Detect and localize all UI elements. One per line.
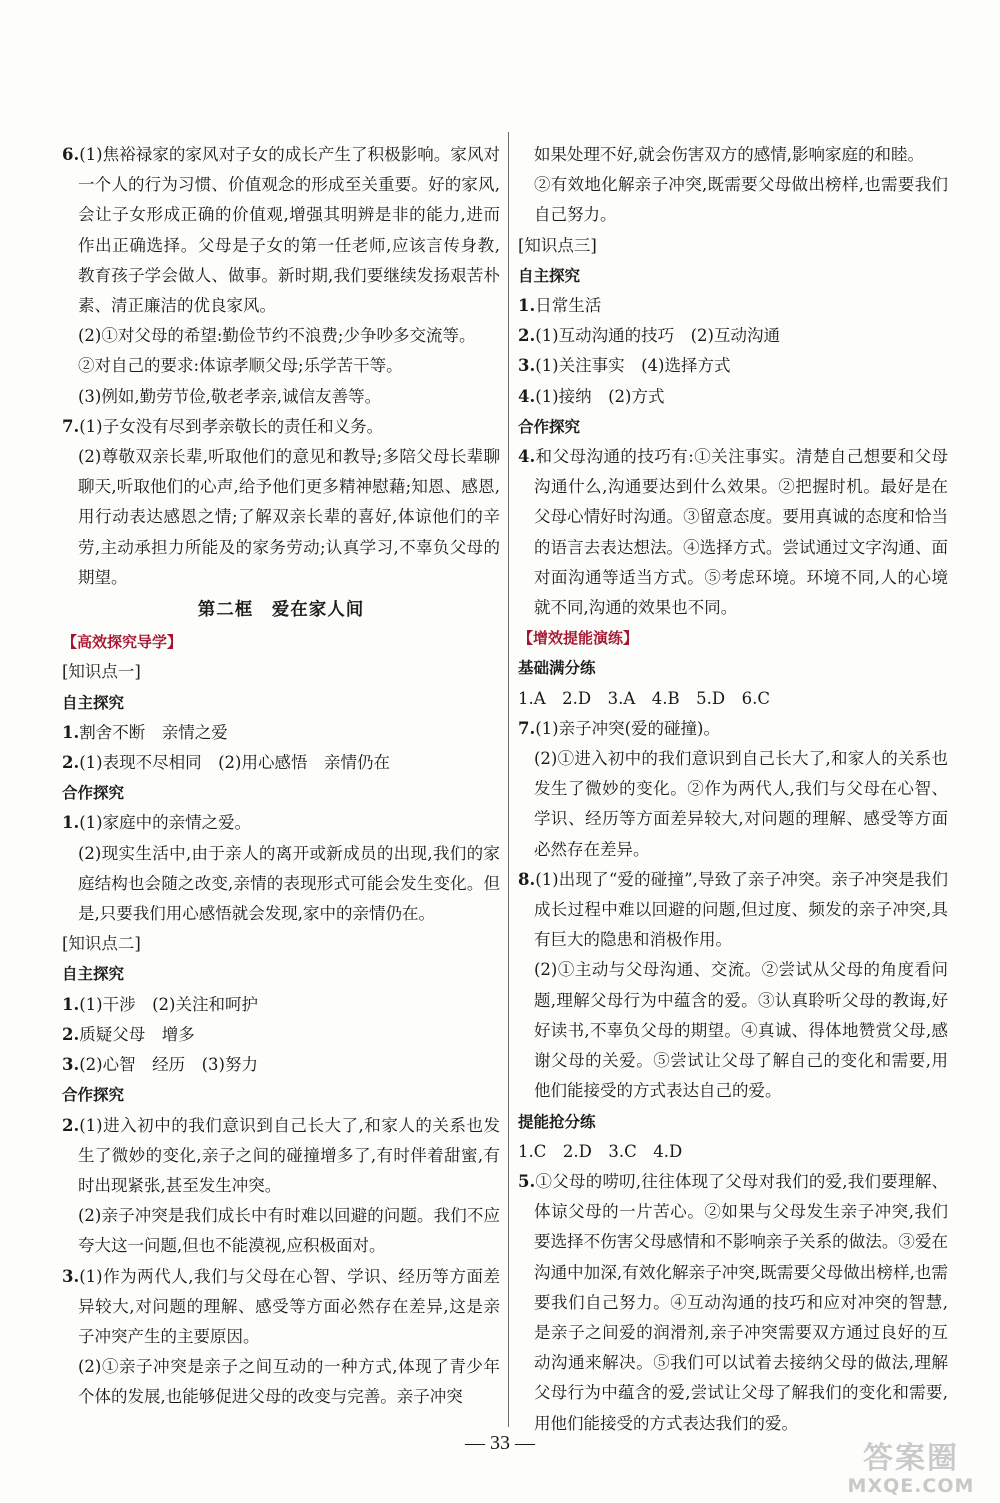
answer-item xyxy=(518,865,948,956)
answer-subitem: (2)现实生活中,由于亲人的离开或新成员的出现,我们的家庭结构也会随之改变,亲情的表现形式可能会发生变化。但是,只要我们用心感悟就会发现,家中的亲情仍在。 xyxy=(78,843,500,924)
subsection-heading: 合作探究 xyxy=(62,1086,125,1105)
answer-subitem: (3)例如,勤劳节俭,敬老孝亲,诚信友善等。 xyxy=(78,386,382,406)
knowledge-point-label: [知识点一] xyxy=(62,662,141,682)
answer-item xyxy=(518,714,948,744)
module-heading: 【增效提能演练】 xyxy=(518,629,639,648)
answer-text: (1)出现了“爱的碰撞”,导致了亲子冲突。亲子冲突是我们成长过程中难以回避的问题,但过度、频发的亲子冲突,具有巨大的隐患和消极作用。 xyxy=(534,869,948,950)
answer-number: 6. xyxy=(62,145,80,164)
answer-number: 3. xyxy=(62,1266,80,1286)
answer-text: (1)表现不尽相同 (2)用心感悟 亲情仍在 xyxy=(79,753,390,773)
subsection-heading: 基础满分练 xyxy=(518,659,596,678)
answer-item xyxy=(62,412,500,442)
watermark-logo xyxy=(836,1442,986,1498)
answer-number: 1. xyxy=(62,813,80,833)
answer-number: 1. xyxy=(62,722,80,742)
watermark-url: MXQE.COM xyxy=(847,1475,975,1497)
knowledge-point-label: [知识点三] xyxy=(518,235,597,255)
answer-text: 和父母沟通的技巧有:①关注事实。清楚自己想要和父母沟通什么,沟通要达到什么效果。②把握时机。最好是在父母心情好时沟通。③留意态度。要用真诚的态度和恰当的语言去表达想法。④选择方式。尝试通过文字沟通、面对面沟通等适当方式。⑤考虑环境。环境不同,人的心境就不同,沟通的效果也不同。 xyxy=(534,447,948,618)
answer-item xyxy=(518,382,948,412)
answer-number: 2. xyxy=(62,1115,80,1135)
answer-item xyxy=(62,140,500,321)
answer-item xyxy=(62,748,500,778)
answer-item xyxy=(62,808,500,838)
answer-text: (1)作为两代人,我们与父母在心智、学识、经历等方面差异较大,对问题的理解、感受等方面必然存在差异,这是亲子冲突产生的主要原因。 xyxy=(78,1266,500,1346)
answer-item xyxy=(62,1262,500,1353)
answer-number: 2. xyxy=(518,326,536,346)
answer-text: (1)焦裕禄家的家风对子女的成长产生了积极影响。家风对一个人的行为习惯、价值观念的形成至关重要。好的家风,会让子女形成正确的价值观,增强其明辨是非的能力,进而作出正确选择。父母是子女的第一任老师,应该言传身教,教育孩子学会做人、做事。新时期,我们要继续发扬艰苦朴素、清正廉洁的优良家风。 xyxy=(78,145,500,316)
answer-text: 日常生活 xyxy=(535,296,602,316)
subsection-heading: 自主探究 xyxy=(62,965,125,984)
answer-text: (1)进入初中的我们意识到自己长大了,和家人的关系也发生了微妙的变化,亲子之间的碰撞增多了,有时伴着甜蜜,有时出现紧张,甚至发生冲突。 xyxy=(78,1115,500,1195)
subsection-heading: 合作探究 xyxy=(518,417,581,436)
answer-subitem: (2)①进入初中的我们意识到自己长大了,和家人的关系也发生了微妙的变化。②作为两代人,我们与父母在心智、学识、经历等方面差异较大,对问题的理解、感受等方面必然存在差异。 xyxy=(534,749,948,859)
answer-number: 7. xyxy=(62,416,80,436)
answer-text: (1)互动沟通的技巧 (2)互动沟通 xyxy=(535,326,780,346)
answer-number: 4. xyxy=(518,386,536,406)
answer-number: 1. xyxy=(62,994,80,1014)
answer-item xyxy=(518,291,948,321)
right-column xyxy=(518,140,948,1439)
answer-number: 1. xyxy=(518,296,536,316)
answer-item xyxy=(518,1167,948,1439)
answer-text: (1)家庭中的亲情之爱。 xyxy=(79,813,252,833)
answer-text: (1)亲子冲突(爱的碰撞)。 xyxy=(535,718,720,738)
subsection-heading: 自主探究 xyxy=(62,693,125,712)
answer-item xyxy=(518,1137,948,1167)
section-title: 第二框 爱在家人间 xyxy=(197,600,365,621)
answer-item xyxy=(518,442,948,623)
answer-subitem: (2)①亲子冲突是亲子之间互动的一种方式,体现了青少年个体的发展,也能够促进父母的改变与完善。亲子冲突 xyxy=(78,1357,500,1407)
answer-item xyxy=(62,718,500,748)
answer-number: 3. xyxy=(62,1055,80,1075)
answer-subitem: ②对自己的要求:体谅孝顺父母;乐学苦干等。 xyxy=(78,356,403,376)
answer-number: 7. xyxy=(518,718,536,738)
answer-text: 质疑父母 增多 xyxy=(79,1024,195,1044)
answer-number: 8. xyxy=(518,869,536,889)
answer-number: 4. xyxy=(518,447,536,467)
subsection-heading: 自主探究 xyxy=(518,266,581,285)
answer-number: 3. xyxy=(518,356,536,376)
column-divider xyxy=(508,132,509,1427)
answer-text: (1)干涉 (2)关注和呵护 xyxy=(79,994,258,1014)
answer-item xyxy=(62,1111,500,1202)
answer-subitem: (2)亲子冲突是我们成长中有时难以回避的问题。我们不应夸大这一问题,但也不能漠视,应积极面对。 xyxy=(78,1206,500,1256)
watermark-title: 答案圈 xyxy=(863,1441,959,1476)
answer-text: 1.A 2.D 3.A 4.B 5.D 6.C xyxy=(518,688,770,708)
answer-text: 割舍不断 亲情之爱 xyxy=(79,722,228,742)
left-column xyxy=(62,140,500,1413)
answer-number: 2. xyxy=(62,1024,80,1044)
answer-number: 2. xyxy=(62,753,80,773)
answer-subitem: ②有效地化解亲子冲突,既需要父母做出榜样,也需要我们自己努力。 xyxy=(534,175,948,225)
answer-number: 5. xyxy=(518,1171,536,1191)
answer-item xyxy=(62,1050,500,1080)
subsection-heading: 合作探究 xyxy=(62,784,125,803)
answer-subitem: (2)①主动与父母沟通、交流。②尝试从父母的角度看问题,理解父母行为中蕴含的爱。③认真聆听父母的教诲,好好读书,不辜负父母的期望。④真诚、得体地赞赏父母,感谢父母的关爱。⑤尝试让父母了解自己的变化和需要,用他们能接受的方式表达自己的爱。 xyxy=(534,960,948,1101)
answer-item xyxy=(518,351,948,381)
answer-item xyxy=(62,990,500,1020)
page-number: — 33 — xyxy=(465,1432,535,1454)
answer-text: ①父母的唠叨,往往体现了父母对我们的爱,我们要理解、体谅父母的一片苦心。②如果与父母发生亲子冲突,我们要选择不伤害父母感情和不影响亲子关系的做法。③爱在沟通中加深,有效化解亲子冲突,既需要父母做出榜样,也需要我们自己努力。④互动沟通的技巧和应对冲突的智慧,是亲子之间爱的润滑剂,亲子冲突需要双方通过良好的互动沟通来解决。⑤我们可以试着去接纳父母的做法,理解父母行为中蕴含的爱,尝试让父母了解我们的变化和需要,用他们能接受的方式表达我们的爱。 xyxy=(534,1171,948,1433)
answer-item xyxy=(62,1020,500,1050)
answer-item xyxy=(518,684,948,714)
knowledge-point-label: [知识点二] xyxy=(62,934,141,954)
answer-text: 1.C 2.D 3.C 4.D xyxy=(518,1141,683,1161)
answer-subitem: 如果处理不好,就会伤害双方的感情,影响家庭的和睦。 xyxy=(534,145,924,164)
answer-text: (1)接纳 (2)方式 xyxy=(535,386,665,406)
subsection-heading: 提能抢分练 xyxy=(518,1112,596,1131)
answer-text: (2)心智 经历 (3)努力 xyxy=(79,1055,258,1075)
module-heading: 【高效探究导学】 xyxy=(62,633,183,652)
answer-subitem: (2)尊敬双亲长辈,听取他们的意见和教导;多陪父母长辈聊聊天,听取他们的心声,给予他们更多精神慰藉;知恩、感恩,用行动表达感恩之情;了解双亲长辈的喜好,体谅他们的辛劳,主动承担力所能及的家务劳动;认真学习,不辜负父母的期望。 xyxy=(78,447,500,587)
answer-item xyxy=(518,321,948,351)
answer-subitem: (2)①对父母的希望:勤俭节约不浪费;少争吵多交流等。 xyxy=(78,326,476,346)
answer-text: (1)子女没有尽到孝亲敬长的责任和义务。 xyxy=(79,416,384,436)
answer-text: (1)关注事实 (4)选择方式 xyxy=(535,356,731,376)
